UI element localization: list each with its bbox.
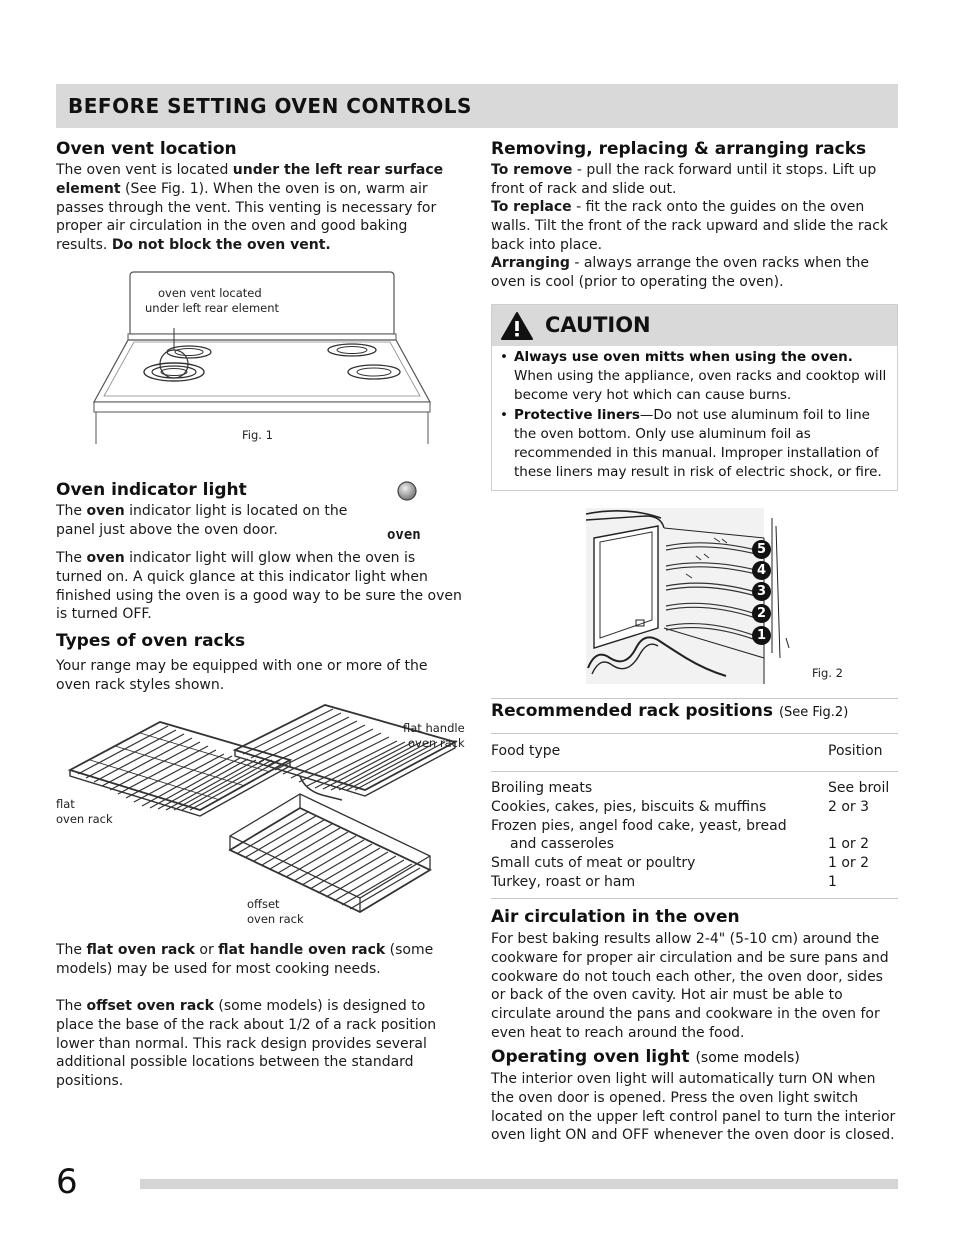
air-heading: Air circulation in the oven [491,907,740,927]
indicator-body-1: The oven indicator light is located on the panel just above the oven door. [56,503,348,538]
rack-position-5-marker: 5 [752,540,771,559]
label-flat-1: flat [56,797,75,811]
divider [491,733,898,734]
air-body: For best baking results allow 2-4" (5-10 cm) around the cookware for proper air circulation and be sure pans and cookware do not touch each other, the oven door, sides or back of the oven cavity. Hot air must be able to circulate around the pans and cookware in the oven for even heat to reach around the food. [491,931,889,1041]
label-flat-2: oven rack [56,812,113,826]
label-flat-handle-2: oven rack [408,736,465,750]
food-type-cell: Turkey, roast or ham [491,874,636,890]
food-type-cell: Broiling meats [491,780,593,796]
light-heading: Operating oven light (some models) [491,1047,800,1067]
caution-bullet-2: • Protective liners—Do not use aluminum foil to line the oven bottom. Only use aluminum foil as recommended in this manual. Improper installation of these liners may result in risk of electric shock, or fire. [500,407,882,480]
indicator-light-icon [397,481,417,501]
caution-bullet-1: • Always use oven mitts when using the oven. When using the appliance, oven racks and cooktop will become very hot which can cause burns. [500,349,887,403]
racks-heading: Types of oven racks [56,631,246,651]
indicator-icon-label: oven [387,527,421,543]
rack-position-2-marker: 2 [752,604,771,623]
fig2-caption: Fig. 2 [812,666,843,680]
position-cell: 1 or 2 [828,855,870,871]
rack-position-1-marker: 1 [752,626,771,645]
rack-position-3-marker: 3 [752,582,771,601]
label-offset-2: oven rack [247,912,304,926]
warning-icon [500,311,534,341]
divider [491,898,898,899]
fig1-label-line2: under left rear element [145,301,280,315]
arranging-heading: Removing, replacing & arranging racks [491,139,867,159]
fig1-caption: Fig. 1 [242,428,273,442]
food-type-cell: Frozen pies, angel food cake, yeast, bread [491,818,787,834]
food-type-cell: Cookies, cakes, pies, biscuits & muffins [491,799,767,815]
light-body: The interior oven light will automatically turn ON when the oven door is opened. Press the oven light switch located on the upper left control panel to turn the interior oven light ON and OFF whenever the oven door is closed. [491,1071,896,1144]
indicator-heading: Oven indicator light [56,480,247,500]
divider [491,771,898,772]
racks-body-1: The flat oven rack or flat handle oven rack (some models) may be used for most cooking needs. [56,942,434,977]
page-number: 6 [56,1162,78,1202]
label-flat-handle-1: flat handle [403,721,465,735]
rack-position-4-marker: 4 [752,561,771,580]
food-type-cell: Small cuts of meat or poultry [491,855,696,871]
caution-title: CAUTION [545,313,651,337]
indicator-body-2: The oven indicator light will glow when the oven is turned on. A quick glance at this indicator light when finished using the oven is a good way to be sure the oven is turned OFF. [56,550,462,623]
footer-bar [140,1179,898,1189]
divider [491,698,898,699]
page-title: BEFORE SETTING OVEN CONTROLS [68,94,472,118]
remove-instructions: To remove - pull the rack forward until it stops. Lift up front of rack and slide out. [491,162,877,197]
position-cell: 1 or 2 [828,836,870,852]
table-header-position: Position [828,743,883,759]
racks-intro: Your range may be equipped with one or more of the oven rack styles shown. [56,658,428,693]
vent-body: The oven vent is located under the left rear surface element (See Fig. 1). When the oven is on, warm air passes through the vent. This venting is necessary for proper air circulation in the oven and good baking results. Do not block the oven vent. [56,162,444,254]
rack-positions-heading: Recommended rack positions (See Fig.2) [491,701,849,721]
position-cell: 1 [828,874,837,890]
rack-types-illustration [60,700,460,930]
fig1-range-illustration [94,272,434,444]
arrange-instructions: Arranging - always arrange the oven racks when the oven is cool (prior to operating the oven). [491,255,869,290]
racks-body-2: The offset oven rack (some models) is designed to place the base of the rack about 1/2 of a rack position lower than normal. This rack design provides several additional possible locations between the standard positions. [56,998,437,1090]
table-header-food: Food type [491,743,561,759]
replace-instructions: To replace - fit the rack onto the guides on the oven walls. Tilt the front of the rack upward and slide the rack back into place. [491,199,888,253]
position-cell: See broil [828,780,890,796]
vent-heading: Oven vent location [56,139,237,159]
label-offset-1: offset [247,897,280,911]
fig1-label-line1: oven vent located [158,286,262,300]
food-type-cell-continued: and casseroles [510,836,615,852]
position-cell: 2 or 3 [828,799,870,815]
